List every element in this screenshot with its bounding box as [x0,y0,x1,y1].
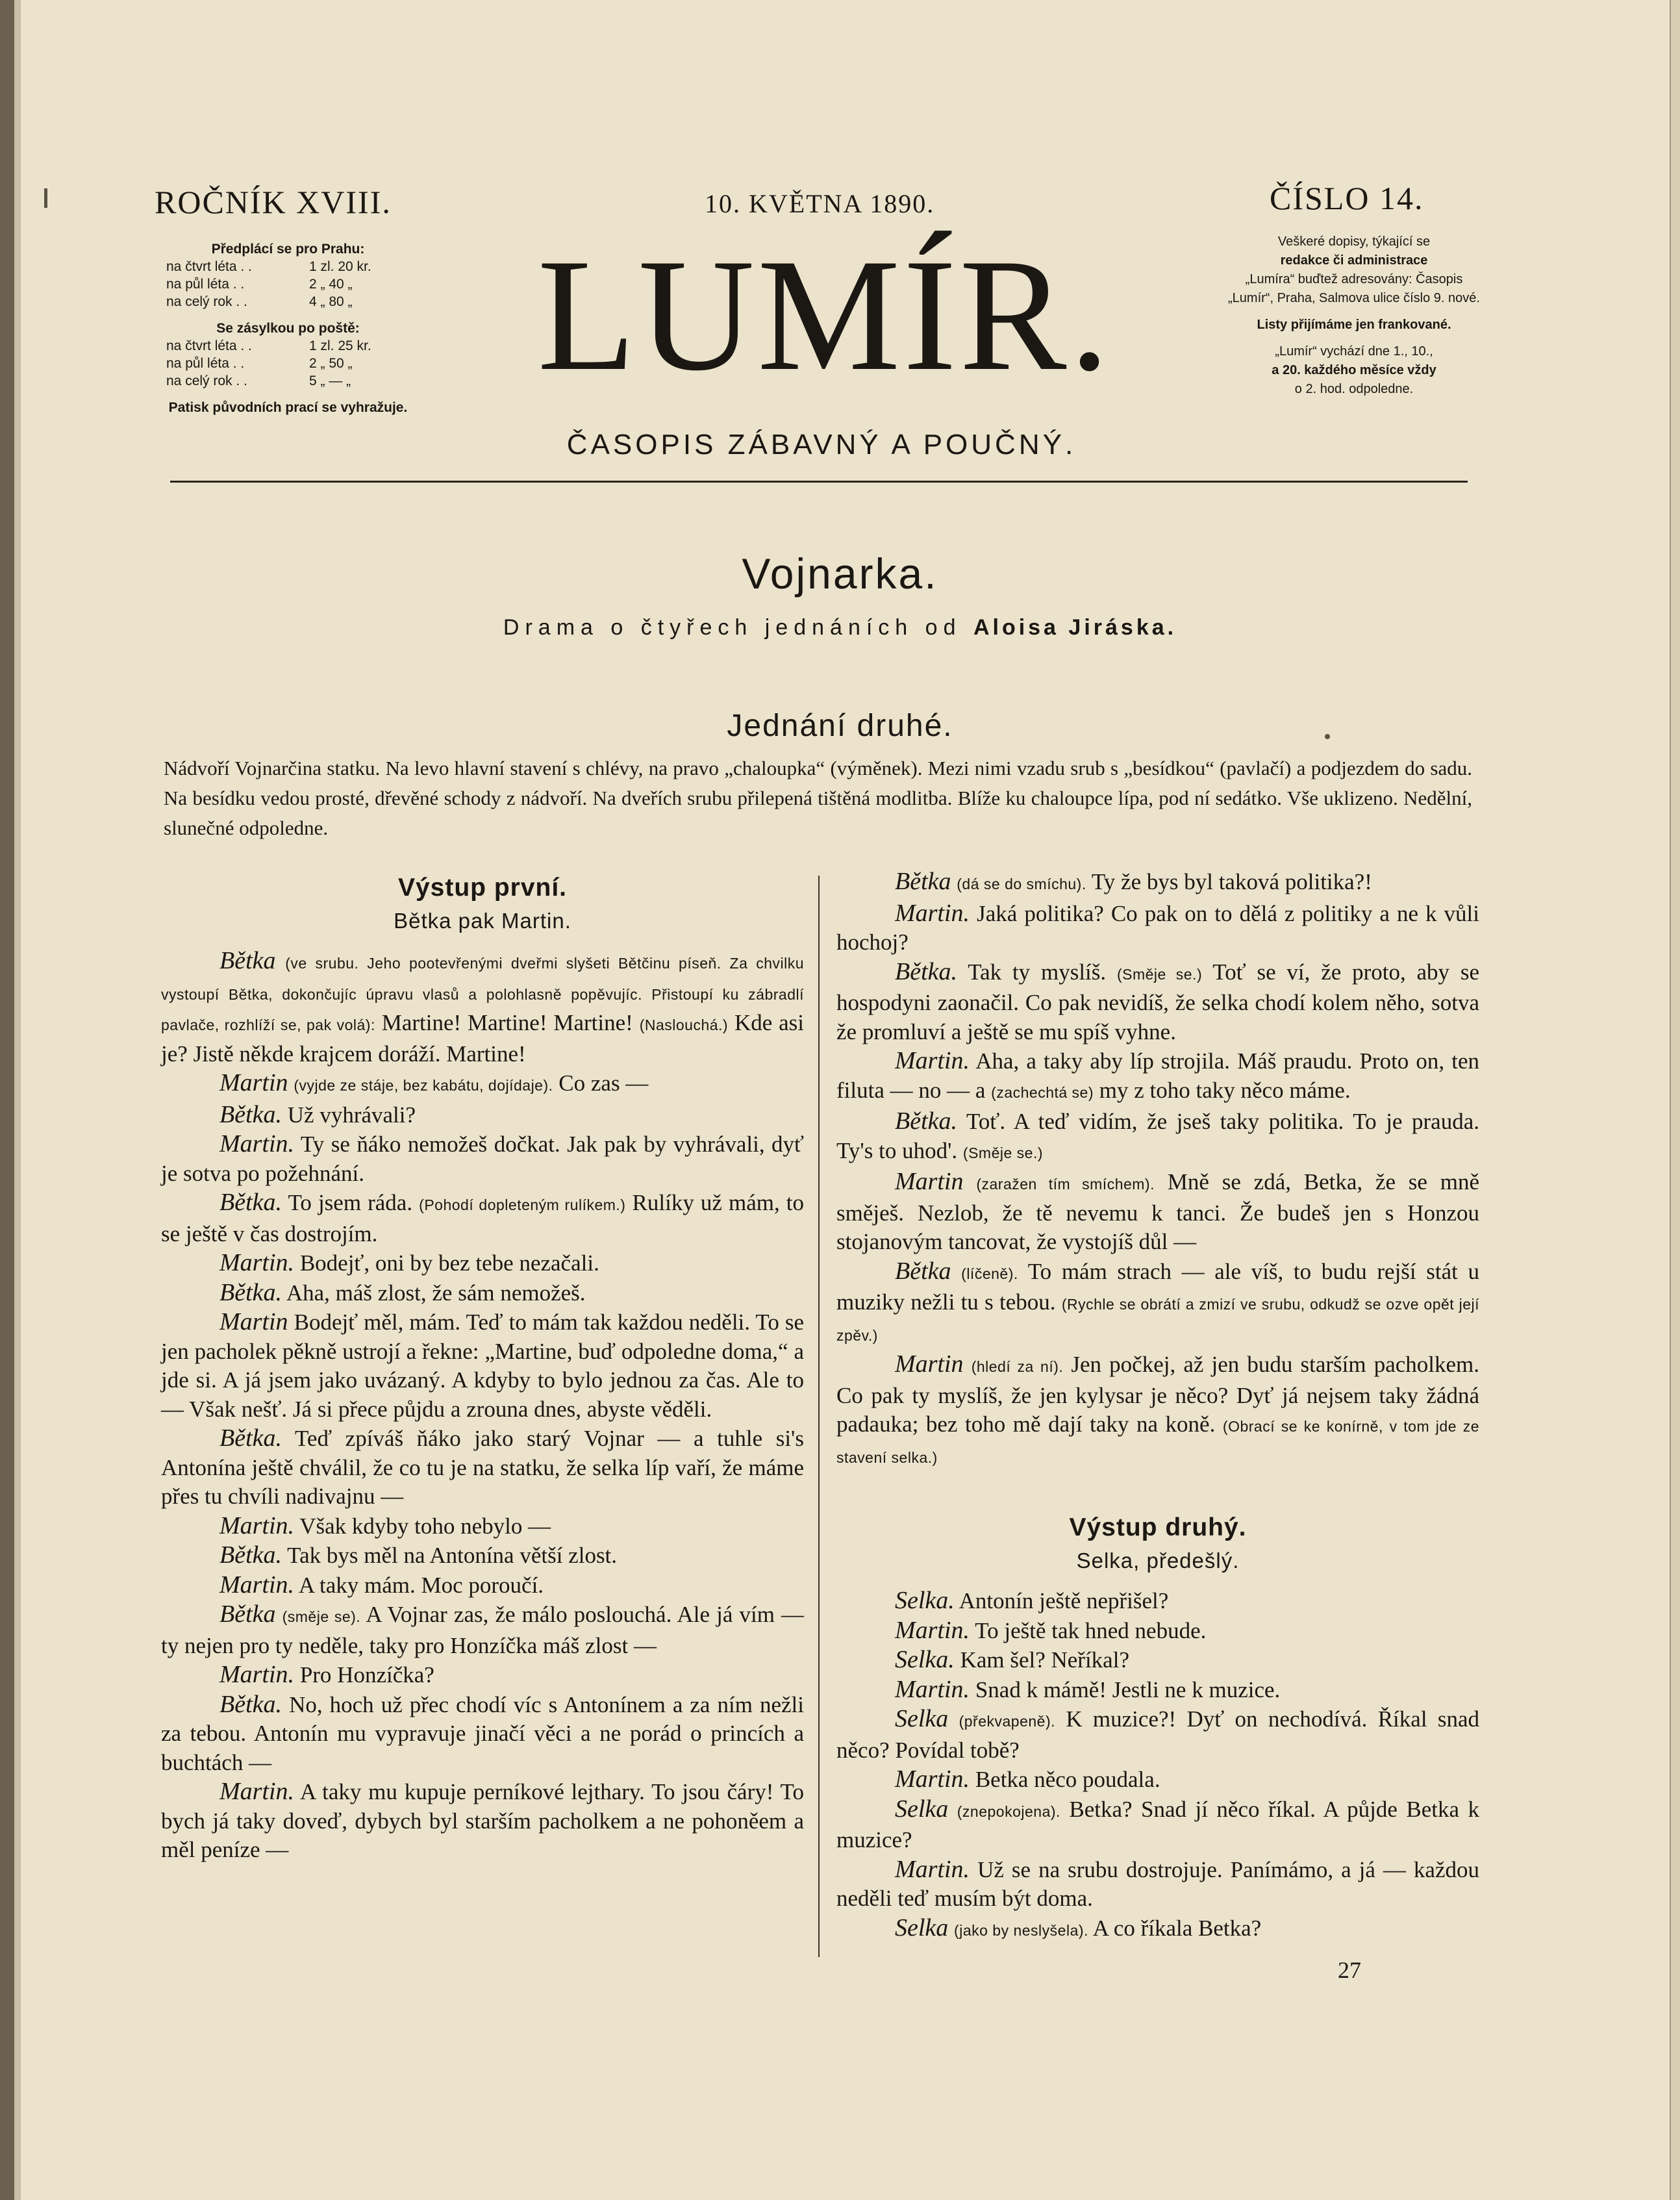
speaker-name: Bětka. [219,1189,282,1216]
dialogue-line [161,1777,804,1865]
speaker-name: Selka [895,1914,949,1941]
dialogue-line [161,1248,804,1278]
scene-1-dialogue-continued [836,867,1479,1472]
speaker-name: Bětka [895,868,951,895]
schedule-notice-b: a 20. každého měsíce vždy [1272,363,1436,377]
speaker-name: Martin. [895,899,970,927]
price-row [166,337,410,355]
page-right-edge [1670,0,1680,2200]
masthead-subtitle: ČASOPIS ZÁBAVNÝ A POUČNÝ. [566,429,1077,461]
speaker-name: Martin [895,1350,964,1378]
dialogue-line [836,1167,1479,1257]
stage-note: (Rychle se obrátí a zmizí ve srubu, odkudž se ozve opět její zpěv.) [836,1296,1480,1344]
scene-2-persons: Selka, předešlý. [1076,1549,1240,1573]
dialogue-text: Kde asi je? Jistě někde krajcem doráží. Martine! [161,1010,805,1067]
dialogue-line [161,1660,804,1690]
speaker-name: Bětka [895,1257,951,1285]
speaker-name: Martin. [895,1765,970,1793]
left-column [161,872,804,1865]
speaker-name: Bětka [219,1600,276,1628]
dialogue-line [161,1690,804,1778]
play-title: Vojnarka. [742,550,938,598]
dialogue-line [836,899,1479,957]
dialogue-line [161,1308,804,1424]
dialogue-text: To mám strach — ale víš, to budu rejší stát u muziky nežli tu s tebou. [836,1258,1480,1315]
dialogue-text: Jaká politika? Co pak on to dělá z politiky a ne k vůli hochoj? [836,900,1480,955]
price-label: na čtvrt léta . . [166,338,252,353]
price-label: na čtvrt léta . . [166,259,252,274]
price-value: 2 „ 40 „ [309,277,353,292]
stage-note: (líčeně). [961,1265,1018,1282]
dialogue-line [836,1257,1479,1350]
speaker-name: Bětka. [219,1424,282,1452]
scan-mark [44,188,47,208]
dialogue-text: Ty že bys byl taková politika?! [1091,869,1372,894]
dialogue-line [161,1188,804,1248]
stage-note: (Směje se.) [962,1144,1043,1161]
dialogue-text: Bodejť měl, mám. Teď to mám tak každou neděli. To se jen pacholek pěkně ustrojí a řekne: „Martine, buď odpoledne doma,“ a jde si. A já jsem jako uvázaný. A kdyby to bylo jednou za čas. Ale to — Však nešť. Já si přece půjdu a zrouna dnes, abyste věděli. [161,1309,805,1422]
stage-direction-text: Nádvoří Vojnarčina statku. Na levo hlavní stavení s chlévy, na pravo „chaloupka“ (výměnek). Mezi nimi vzadu srub s „besídkou“ (pavlačí) a podjezdem do sadu. Na besídku vedou prosté, dřevěné schody z nádvoří. Na dveřích srubu přilepená tištěná modlitba. Blíže ku chaloupce lípa, pod ní sedátko. Vše uklizeno. Nedělní, slunečné odpoledne. [164,757,1472,839]
dialogue-text: Toť se ví, že proto, aby se hospodyni zaonačil. Co pak nevidíš, že selka chodí kolem něho, sotva že promluví a ještě se mu spíš vyhne. [836,959,1479,1044]
book-spine-edge [0,0,14,2200]
stage-note: (Naslouchá.) [639,1017,729,1033]
dialogue-line [836,1586,1479,1616]
dialogue-line [836,1704,1479,1765]
speaker-name: Martin. [895,1855,970,1883]
speaker-name: Selka [895,1705,949,1732]
stage-note: (vyjde ze stáje, bez kabátu, dojídaje). [294,1077,553,1094]
editorial-notice-b: redakce či administrace [1280,253,1428,268]
dialogue-text: Betka něco poudala. [975,1767,1160,1792]
price-value: 5 „ — „ [309,373,351,388]
editorial-notice-box [1221,233,1487,399]
stage-note: (jako by neslyšela). [954,1921,1088,1939]
dialogue-line [836,1645,1479,1675]
dialogue-text: Aha, máš zlost, že sám nemožeš. [286,1280,586,1306]
stage-note: (Obrací se ke konírně, v tom jde ze stavení selka.) [836,1418,1479,1466]
scene-2-dialogue [836,1586,1479,1945]
stage-note: (Směje se.) [1116,965,1203,983]
play-subtitle [0,615,1680,640]
dialogue-text: To ještě tak hned nebude. [975,1617,1207,1643]
dialogue-text: my z toho taky něco máme. [1099,1077,1351,1103]
prague-heading: Předplácí se pro Prahu: [211,242,365,257]
dialogue-text: No, hoch už přec chodí víc s Antonínem a za ním nežli za tebou. Antonín mu vypravuje jinačí věci a ne porád o princích a buchtách — [161,1691,805,1775]
post-rows [166,337,410,390]
dialogue-line [836,1107,1479,1167]
speaker-name: Martin [219,1308,288,1335]
dialogue-line [836,1675,1479,1705]
stage-note: (znepokojena). [957,1802,1060,1820]
stage-note: (směje se). [282,1608,361,1625]
stage-direction [164,753,1472,843]
right-column [836,867,1479,1945]
stage-note: (zaražen tím smíchem). [976,1176,1155,1193]
dialogue-text: Už se na srubu dostrojuje. Panímámo, a já — každou neděli teď musím být doma. [836,1856,1479,1911]
speaker-name: Martin. [219,1571,295,1599]
price-value: 1 zl. 25 kr. [309,338,371,353]
speaker-name: Selka [895,1795,949,1823]
scene-1-persons: Bětka pak Martin. [394,909,571,933]
play-author: Aloisa Jiráska. [973,615,1177,640]
speaker-name: Martin [219,1069,288,1096]
stage-note: (ve srubu. Jeho pootevřenými dveřmi slyšeti Bětčinu píseň. Za chvilku vystoupí Bětka, dokončujíc úpravu vlasů a polohlasně popěvujíc. Přistoupí ku zábradlí pavlače, rozhlíží se, pak volá): [161,955,804,1033]
price-row [166,258,410,275]
reprint-notice: Patisk původních prací se vyhražuje. [168,400,408,415]
dialogue-line [836,1350,1479,1472]
dialogue-line [161,1541,804,1571]
dialogue-text: K muzice?! Dyť on nechodívá. Říkal snad něco? Povídal tobě? [836,1706,1480,1763]
dialogue-text: Však kdyby toho nebylo — [299,1513,551,1539]
dialogue-text: Tak ty myslíš. [968,959,1107,985]
dialogue-text: Kam šel? Neříkal? [960,1647,1129,1673]
speaker-name: Martin [895,1168,964,1195]
price-value: 2 „ 50 „ [309,356,353,371]
dialogue-line [161,1100,804,1130]
dialogue-text: Bodejť, oni by bez tebe nezačali. [299,1250,599,1276]
dialogue-line [161,1068,804,1100]
letters-notice: Listy přijímáme jen frankované. [1257,318,1451,332]
dialogue-text: A taky mu kupuje perníkové lejthary. To jsou čáry! To bych já taky doveď, dybych byl starším pacholkem a ne pohoněem a měl peníze — [161,1779,804,1862]
masthead-title: LUMÍR. [537,225,1112,404]
dialogue-line [836,957,1479,1047]
price-label: na celý rok . . [166,373,247,388]
page-number: 27 [1338,1957,1361,1983]
dialogue-text: Snad k mámě! Jestli ne k muzice. [975,1676,1281,1702]
speaker-name: Bětka. [895,957,958,985]
speaker-name: Martin. [219,1511,295,1539]
dialogue-line [161,1571,804,1600]
dialogue-line [836,1616,1479,1646]
header-rule [170,481,1468,483]
dialogue-line [836,1046,1479,1107]
play-subtitle-prefix: Drama o čtyřech jednáních od [503,615,962,640]
issue-number: ČÍSLO 14. [1270,180,1424,216]
price-label: na půl léta . . [166,356,245,371]
speaker-name: Bětka. [219,1278,282,1306]
speaker-name: Martin. [895,1047,970,1074]
stage-note: (dá se do smíchu). [957,876,1086,892]
price-label: na celý rok . . [166,294,247,309]
speaker-name: Bětka. [895,1107,958,1135]
dialogue-line [161,1130,804,1188]
dialogue-text: Toť. A teď vidím, že jseš taky politika. To je prauda. Ty's to uhod'. [836,1109,1479,1163]
dialogue-text: Pro Honzíčka? [299,1662,434,1688]
speaker-name: Martin. [895,1616,970,1644]
speaker-name: Bětka. [219,1100,282,1128]
price-label: na půl léta . . [166,277,245,292]
price-row [166,275,410,293]
dialogue-text: Antonín ještě nepřišel? [959,1588,1169,1613]
dialogue-line [161,1600,804,1660]
dialogue-text: Jen počkej, až jen budu starším pacholkem. Co pak ty myslíš, že jen kylysar je něco? Dyť já nejsem taky žádná padauka; bez toho mě dají taky na koně. [836,1352,1480,1437]
dialogue-line [161,1424,804,1511]
schedule-notice-a: „Lumír“ vychází dne 1., 10., [1275,344,1433,359]
price-row [166,293,410,310]
dialogue-line [161,1278,804,1308]
dialogue-text: Rulíky už mám, to se ještě v čas dostrojím. [161,1190,805,1246]
dialogue-text: A co říkala Betka? [1092,1915,1262,1941]
stage-note: (překvapeně). [959,1713,1056,1730]
subscription-box [166,240,410,416]
dialogue-line [836,1765,1479,1795]
price-value: 4 „ 80 „ [309,294,353,309]
dialogue-line [836,867,1479,899]
dialogue-text: Betka? Snad jí něco říkal. A půjde Betka k muzice? [836,1796,1480,1852]
speaker-name: Martin. [219,1130,295,1157]
speaker-name: Martin. [219,1778,295,1805]
volume-number: ROČNÍK XVIII. [155,184,392,220]
dialogue-line [836,1914,1479,1945]
dialogue-line [836,1855,1479,1914]
scene-2-title: Výstup druhý. [1069,1513,1247,1541]
act-title: Jednání druhé. [727,709,953,743]
scene-1-title: Výstup první. [397,874,568,902]
dialogue-text: A Vojnar zas, že málo poslouchá. Ale já vím — ty nejen pro ty neděle, taky pro Honzíčka máš zlost — [161,1602,805,1658]
dialogue-line [161,946,804,1068]
speaker-name: Martin. [219,1249,295,1276]
editorial-notice-a: Veškeré dopisy, týkající se [1277,234,1431,249]
stage-note: (hledí za ní). [971,1358,1064,1375]
dialogue-line [836,1795,1479,1855]
stage-note: (Pohodí dopleteným rulíkem.) [419,1196,626,1213]
dialogue-text: Martine! Martine! Martine! [381,1010,633,1035]
speaker-name: Selka. [895,1587,955,1614]
dialogue-text: Už vyhrávali? [287,1102,416,1128]
speaker-name: Bětka [219,947,276,974]
prague-rows [166,258,410,310]
dialogue-text: To jsem ráda. [288,1190,413,1215]
price-row [166,372,410,390]
schedule-notice-c: o 2. hod. odpoledne. [1294,382,1414,396]
price-value: 1 zl. 20 kr. [309,259,371,274]
dialogue-text: Mně se zdá, Betka, že se mně směješ. Nezlob, že tě nevemu k tanci. Že budeš jen s Honzou stojanovým tancovat, že vystojíš důl — [836,1169,1480,1254]
price-row [166,355,410,372]
stage-note: (zachechtá se) [991,1083,1094,1101]
scene-1-dialogue [161,946,804,1865]
dialogue-text: Co zas — [558,1070,649,1096]
editorial-notice-c: „Lumíra“ buďtež adresovány: Časopis „Lumír“, Praha, Salmova ulice číslo 9. nové. [1228,272,1480,305]
dialogue-text: Teď zpíváš ňáko jako starý Vojnar — a tuhle si's Antonína ještě chválil, že co tu je na statku, že selka líp vaří, že máme přes tu chvíli nadivajnu — [161,1426,804,1509]
speaker-name: Selka. [895,1646,955,1673]
column-divider [818,876,820,1957]
dialogue-text: A taky mám. Moc poroučí. [298,1572,544,1598]
dialogue-text: Tak bys měl na Antonína větší zlost. [287,1543,618,1568]
page-gutter-shadow [14,0,21,2200]
speaker-name: Martin. [219,1661,295,1688]
issue-date: 10. KVĚTNA 1890. [705,189,935,218]
speaker-name: Martin. [895,1675,970,1703]
dialogue-text: Aha, a taky aby líp strojila. Máš praudu. Proto on, ten filuta — no — a [836,1048,1479,1103]
dialogue-text: Ty se ňáko nemožeš dočkat. Jak pak by vyhrávali, dyť je sotva po požehnání. [161,1132,804,1186]
post-heading: Se zásylkou po poště: [216,321,360,336]
speaker-name: Bětka. [219,1690,282,1718]
dialogue-line [161,1511,804,1541]
speaker-name: Bětka. [219,1541,282,1569]
